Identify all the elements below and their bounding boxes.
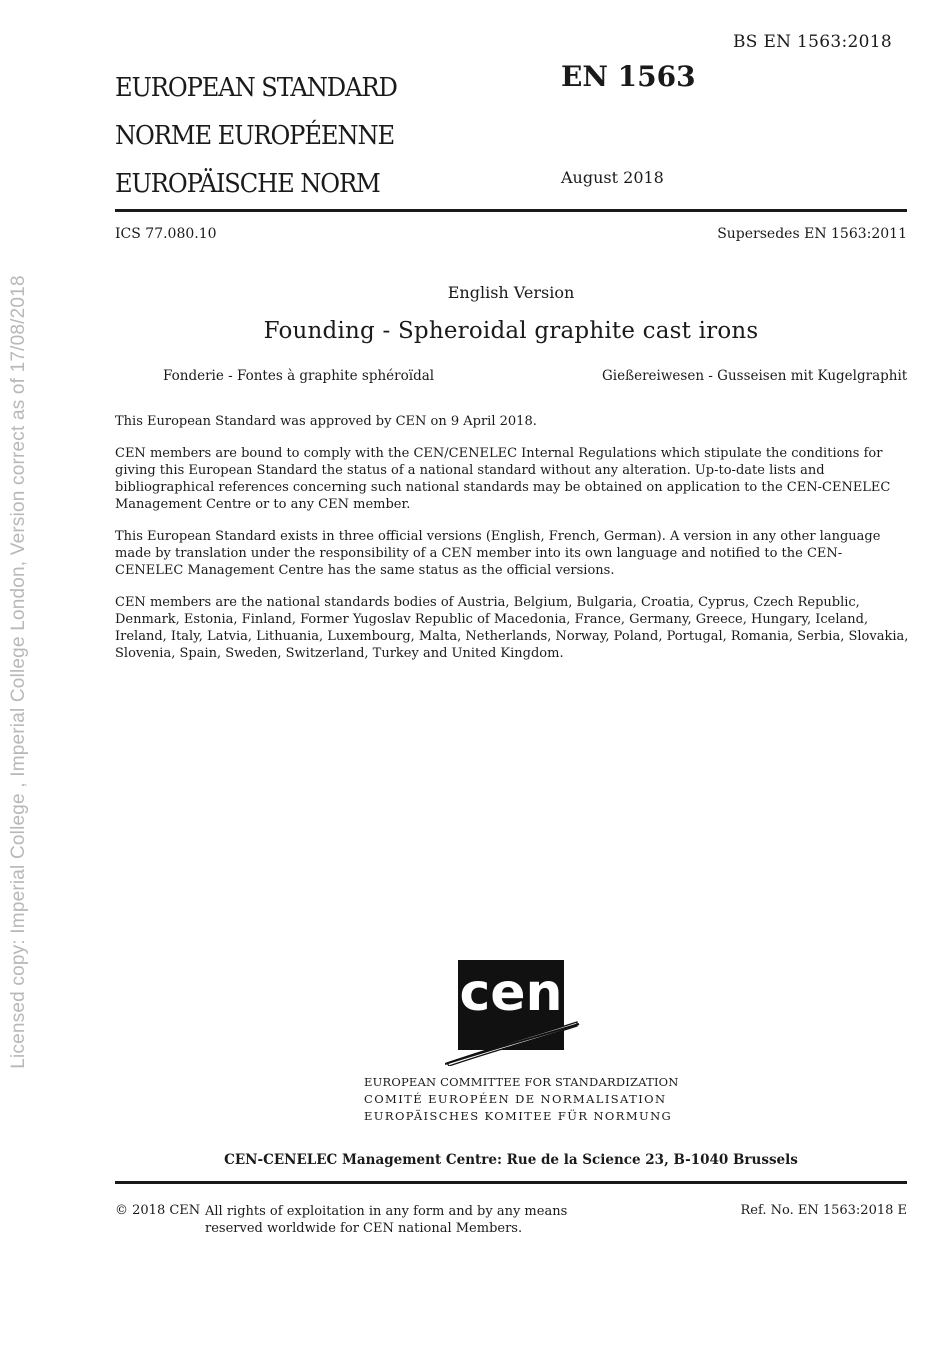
logo-text: cen [459,963,563,1023]
rights-statement: All rights of exploitation in any form and by any means reserved worldwide for CEN national Members. [205,1204,568,1236]
versions-paragraph: This European Standard exists in three official versions (English, French, German). A version in any other language made by translation under the responsibility of a CEN member into its own language and notified to the CEN-CENELEC Management Centre has the same status as the official versions. [115,529,881,578]
bottom-divider [115,1181,907,1184]
committee-names [364,1074,679,1125]
standard-name-german: EUROPÄISCHE NORM [115,169,380,199]
standard-name-english: EUROPEAN STANDARD [115,73,397,103]
committee-name-english: EUROPEAN COMMITTEE FOR STANDARDIZATION [364,1075,679,1089]
german-title: Gießereiwesen - Gusseisen mit Kugelgraphit [602,368,908,384]
ics-code: ICS 77.080.10 [115,226,217,242]
reference-number: Ref. No. EN 1563:2018 E [740,1203,907,1218]
document-body [115,413,910,677]
version-label: English Version [447,283,575,302]
copyright-notice: © 2018 CEN [115,1203,201,1218]
license-watermark: Licensed copy: Imperial College , Imperial College London, Version correct as of 17/08/2018 [8,275,29,1069]
french-title: Fonderie - Fontes à graphite sphéroïdal [163,368,435,384]
document-title: Founding - Spheroidal graphite cast irons [263,318,759,344]
standard-name-french: NORME EUROPÉENNE [115,121,395,151]
top-reference: BS EN 1563:2018 [733,32,892,52]
standard-number: EN 1563 [561,60,696,93]
members-paragraph: CEN members are the national standards bodies of Austria, Belgium, Bulgaria, Croatia, Cyprus, Czech Republic, Denmark, Estonia, Finland, Former Yugoslav Republic of Macedonia, France, Germany, Greece, Hungary, Iceland, Ireland, Italy, Latvia, Lithuania, Luxembourg, Malta, Netherlands, Norway, Poland, Portugal, Romania, Serbia, Slovakia, Slovenia, Spain, Sweden, Switzerland, Turkey and United Kingdom. [115,595,909,661]
cen-logo-icon [445,960,580,1066]
supersedes-note: Supersedes EN 1563:2011 [717,226,907,242]
approval-paragraph: This European Standard was approved by CEN on 9 April 2018. [115,414,537,429]
publication-date: August 2018 [561,168,664,187]
committee-name-german: EUROPÄISCHES KOMITEE FÜR NORMUNG [364,1109,673,1123]
management-centre-address: CEN-CENELEC Management Centre: Rue de la Science 23, B-1040 Brussels [224,1152,798,1168]
standard-names [115,64,418,208]
top-divider [115,209,907,212]
regulations-paragraph: CEN members are bound to comply with the CEN/CENELEC Internal Regulations which stipulate the conditions for giving this European Standard the status of a national standard without any alteration. Up-to-date lists and bibliographical references concerning such national standards may be obtained on application to the CEN-CENELEC Management Centre or to any CEN member. [115,446,891,512]
committee-name-french: COMITÉ EUROPÉEN DE NORMALISATION [364,1092,667,1106]
